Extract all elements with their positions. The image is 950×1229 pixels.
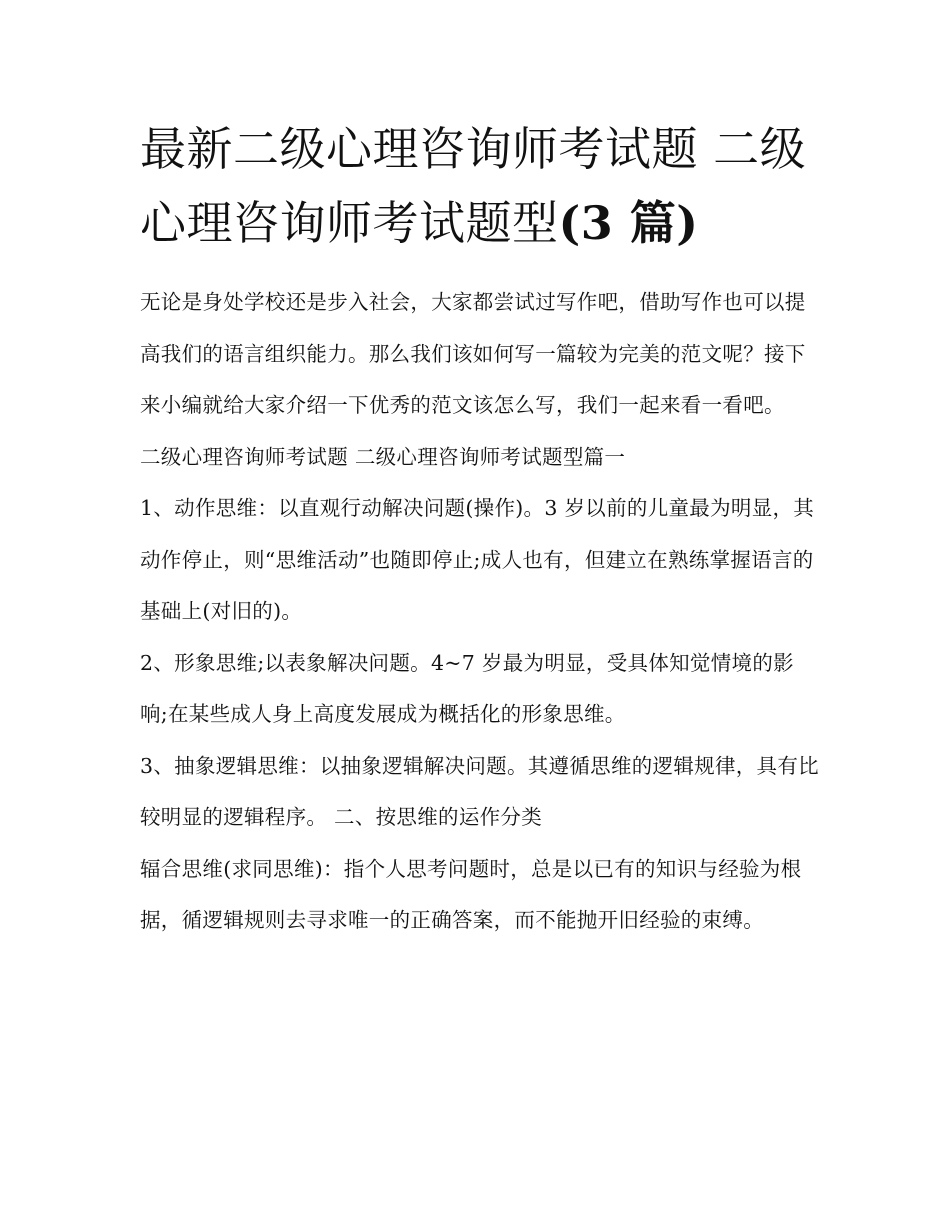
document-body [140,277,820,947]
document-title [140,112,820,260]
title-count: (3 篇) [558,196,699,250]
item-paragraph-3: 3、抽象逻辑思维：以抽象逻辑解决问题。其遵循思维的逻辑规律，具有比较明显的逻辑程序。 二、按思维的运作分类 [140,753,819,829]
item-paragraph-4: 辐合思维(求同思维)：指个人思考问题时，总是以已有的知识与经验为根据，循逻辑规则去寻求唯一的正确答案，而不能抛开旧经验的束缚。 [140,856,802,932]
section-heading: 二级心理咨询师考试题 二级心理咨询师考试题型篇一 [140,444,626,469]
intro-paragraph: 无论是身处学校还是步入社会，大家都尝试过写作吧，借助写作也可以提高我们的语言组织能力。那么我们该如何写一篇较为完美的范文呢？接下来小编就给大家介绍一下优秀的范文该怎么写，我们一起来看一看吧。 [140,290,806,417]
item-paragraph-1: 1、动作思维：以直观行动解决问题(操作)。3 岁以前的儿童最为明显，其动作停止，则“思维活动”也随即停止;成人也有，但建立在熟练掌握语言的基础上(对旧的)。 [140,496,815,623]
title-main: 最新二级心理咨询师考试题 二级心理咨询师考试题型 [140,122,807,250]
item-paragraph-2: 2、形象思维;以表象解决问题。4~7 岁最为明显，受具体知觉情境的影响;在某些成人身上高度发展成为概括化的形象思维。 [140,650,794,726]
